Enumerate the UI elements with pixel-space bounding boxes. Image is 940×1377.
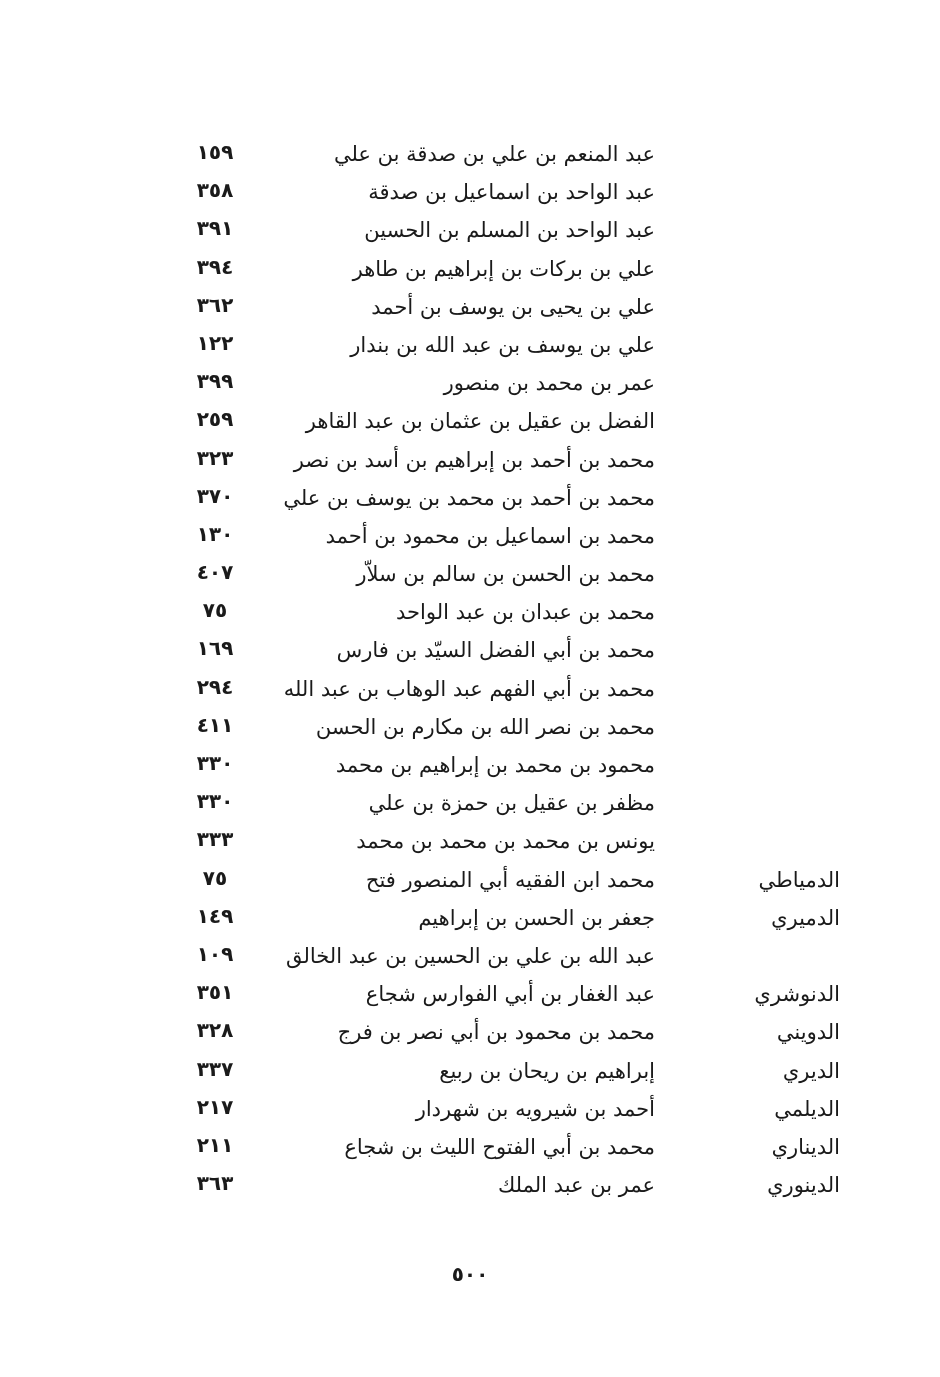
index-entry <box>0 1090 940 1128</box>
entry-name: محمد بن محمود بن أبي نصر بن فرج <box>337 1020 655 1045</box>
index-entry <box>0 670 940 708</box>
entry-name: محمد بن عبدان بن عبد الواحد <box>396 600 655 625</box>
entry-page-number: ٣٣٣ <box>196 827 234 852</box>
index-entry <box>0 631 940 669</box>
index-entry <box>0 593 940 631</box>
index-entry <box>0 746 940 784</box>
entry-nisba: الديري <box>782 1058 840 1083</box>
entry-name: محمد بن اسماعيل بن محمود بن أحمد <box>325 523 655 548</box>
entry-page-number: ٣٥٨ <box>196 178 234 203</box>
index-entry <box>0 822 940 860</box>
index-entry <box>0 975 940 1013</box>
entry-name: عبد الغفار بن أبي الفوارس شجاع <box>365 982 655 1007</box>
entry-page-number: ٢٥٩ <box>196 407 234 432</box>
entry-page-number: ١٣٠ <box>196 521 234 546</box>
entry-name: علي بن يوسف بن عبد الله بن بندار <box>350 332 655 357</box>
entry-page-number: ٣٩٩ <box>196 369 234 394</box>
index-entry <box>0 364 940 402</box>
entry-page-number: ١٢٢ <box>196 330 234 355</box>
entry-name: عبد الله بن علي بن الحسين بن عبد الخالق <box>285 943 655 968</box>
index-entry <box>0 250 940 288</box>
index-entry <box>0 708 940 746</box>
entry-nisba: الديلمي <box>774 1096 840 1121</box>
entry-page-number: ٧٥ <box>202 598 228 623</box>
entry-page-number: ٢١٧ <box>196 1094 234 1119</box>
index-entry <box>0 402 940 440</box>
entry-page-number: ٣٥١ <box>196 980 234 1005</box>
index-list <box>0 135 940 1204</box>
index-entry <box>0 899 940 937</box>
index-entry <box>0 555 940 593</box>
index-entry <box>0 479 940 517</box>
entry-name: محمد بن أبي الفتوح الليث بن شجاع <box>344 1134 655 1159</box>
entry-page-number: ٣٦٣ <box>196 1171 234 1196</box>
entry-name: محمد بن أبي الفضل السيّد بن فارس <box>336 638 655 663</box>
entry-page-number: ٣٩١ <box>196 216 234 241</box>
entry-page-number: ٣٢٨ <box>196 1018 234 1043</box>
entry-name: مظفر بن عقيل بن حمزة بن علي <box>368 791 655 816</box>
entry-page-number: ١٦٩ <box>196 636 234 661</box>
entry-name: محمد بن الحسن بن سالم بن سلاّر <box>356 562 655 587</box>
entry-page-number: ١٠٩ <box>196 941 234 966</box>
index-entry <box>0 517 940 555</box>
entry-nisba: الدمياطي <box>758 867 840 892</box>
entry-page-number: ٤١١ <box>196 712 234 737</box>
entry-name: الفضل بن عقيل بن عثمان بن عبد القاهر <box>305 409 655 434</box>
entry-nisba: الدميري <box>771 905 840 930</box>
entry-page-number: ٣٣٠ <box>196 751 234 775</box>
index-entry <box>0 211 940 249</box>
entry-page-number: ٣٦٢ <box>196 292 234 317</box>
entry-name: علي بن يحيى بن يوسف بن أحمد <box>371 294 655 319</box>
index-entry <box>0 173 940 211</box>
entry-name: عبد الواحد بن المسلم بن الحسين <box>364 218 655 243</box>
index-entry <box>0 937 940 975</box>
entry-page-number: ٢٩٤ <box>196 674 234 699</box>
entry-name: أحمد بن شيرويه بن شهردار <box>415 1096 655 1121</box>
entry-page-number: ٣٣٧ <box>196 1056 234 1081</box>
index-entry <box>0 135 940 173</box>
page-number: ٥٠٠ <box>451 1262 489 1286</box>
index-entry <box>0 441 940 479</box>
index-entry <box>0 1052 940 1090</box>
entry-name: يونس بن محمد بن محمد بن محمد <box>356 829 655 854</box>
entry-name: جعفر بن الحسن بن إبراهيم <box>418 905 655 930</box>
entry-name: عبد المنعم بن علي بن صدقة بن علي <box>333 142 655 166</box>
entry-name: محمد بن نصر الله بن مكارم بن الحسن <box>315 714 655 739</box>
index-entry <box>0 1166 940 1204</box>
entry-page-number: ٣٩٤ <box>196 254 234 279</box>
entry-name: عبد الواحد بن اسماعيل بن صدقة <box>368 180 655 205</box>
index-entry <box>0 1128 940 1166</box>
index-entry <box>0 1013 940 1051</box>
entry-name: عمر بن محمد بن منصور <box>443 371 655 396</box>
entry-page-number: ١٥٩ <box>196 140 234 164</box>
index-entry <box>0 288 940 326</box>
entry-page-number: ٤٠٧ <box>196 560 234 585</box>
entry-nisba: الدينوري <box>767 1173 840 1198</box>
entry-page-number: ٢١١ <box>196 1132 234 1157</box>
entry-page-number: ١٤٩ <box>196 903 234 928</box>
entry-name: إبراهيم بن ريحان بن ربيع <box>439 1058 655 1083</box>
entry-nisba: الدويني <box>776 1020 840 1045</box>
entry-name: محمد بن أحمد بن محمد بن يوسف بن علي <box>283 485 655 510</box>
entry-page-number: ٧٥ <box>202 865 228 890</box>
entry-name: محمد بن أبي الفهم عبد الوهاب بن عبد الله <box>283 676 655 701</box>
entry-page-number: ٣٢٣ <box>196 445 234 470</box>
index-entry <box>0 784 940 822</box>
entry-name: محمد ابن الفقيه أبي المنصور فتح <box>365 867 655 892</box>
entry-page-number: ٣٣٠ <box>196 789 234 814</box>
index-entry <box>0 326 940 364</box>
entry-page-number: ٣٧٠ <box>196 483 234 508</box>
entry-name: محمود بن محمد بن إبراهيم بن محمد <box>335 753 655 777</box>
entry-name: محمد بن أحمد بن إبراهيم بن أسد بن نصر <box>293 447 655 472</box>
entry-nisba: الدنوشري <box>754 982 840 1007</box>
entry-name: علي بن بركات بن إبراهيم بن طاهر <box>352 256 655 281</box>
entry-nisba: الديناري <box>771 1134 840 1159</box>
index-entry <box>0 861 940 899</box>
entry-name: عمر بن عبد الملك <box>497 1173 655 1198</box>
